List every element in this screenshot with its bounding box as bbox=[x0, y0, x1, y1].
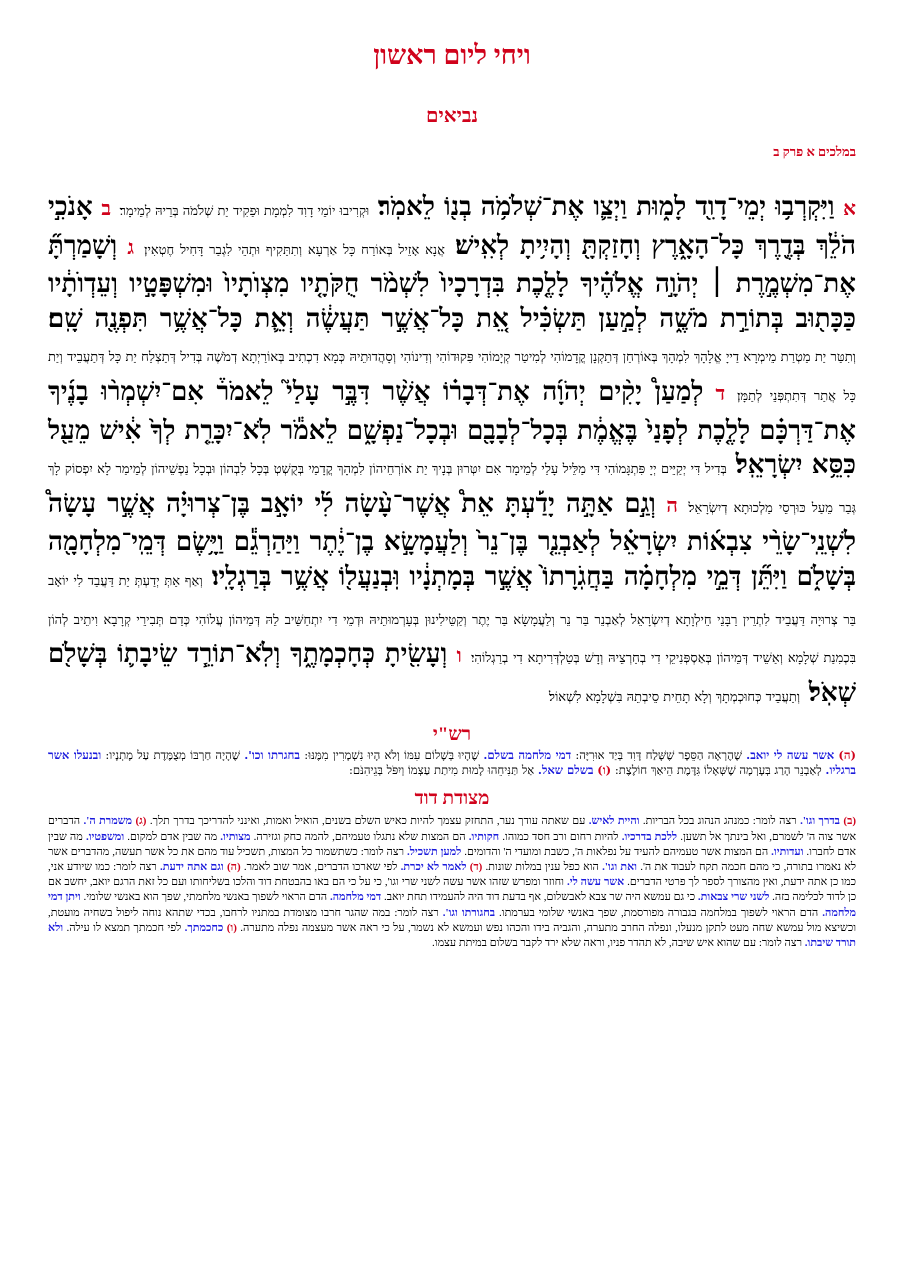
commentary-text: הם המצות שלא נתגלו טעמיהם, להמה כחק וגזירה. bbox=[253, 830, 466, 843]
commentary-text: רצה לומר: כמו שיודע אני, כמו כן אתה ידעת, ואין מהצורך לספר לך פרטי הדברים. bbox=[48, 860, 857, 889]
commentary-text: להיות רחום ורב חסד כמוהו. bbox=[502, 830, 619, 843]
rashi-title: רש"י bbox=[432, 724, 472, 746]
commentary-text: הדם הראוי לשפוך במלחמה בגבורה מפורסמת, שפך באנשי שלומי בערמתו. bbox=[499, 906, 819, 919]
verse-hebrew: וְגַ֣ם אַתָּ֣ה יָדַ֡עְתָּ אֵת֩ אֲשֶׁר־עָ֨שָׂה לִ֜י יוֹאָ֣ב בֶּן־צְרוּיָ֗ה אֲשֶׁ֣ר עָשָׂה֩ לִשְׁנֵֽי־שָׂרֵ֨י צִבְא֜וֹת יִשְׂרָאֵ֗ל לְאַבְנֵ֤ר בֶּן־נֵר֙ וְלַעֲמָשָׂ֣א בֶן־יֶ֔תֶר וַיַּהַרְגֵ֕ם וַיָּ֥שֶׂם דְּמֵֽי־מִלְחָמָ֖ה בְּשָׁלֹ֑ם וַיִּתֵּ֞ן דְּמֵ֣י מִלְחָמָ֗ה בַּחֲגֹֽרָתוֹ֙ אֲשֶׁ֣ר בְּמָתְנָ֔יו וּֽבְנַעֲל֖וֹ אֲשֶׁ֥ר בְּרַגְלָֽיו׃ bbox=[48, 488, 856, 592]
dibbur-hamatchil: אשר עשה לי יואב. bbox=[746, 748, 835, 763]
verse-hebrew: וְשָׁמַרְתָּ֞ אֶת־מִשְׁמֶ֣רֶת ׀ יְהֹוָ֣ה אֱלֹהֶ֗יךָ לָלֶ֤כֶת בִּדְרָכָיו֙ לִשְׁמֹ֨ר חֻקֹּתָ֤יו מִצְוֺתָיו֙ וּמִשְׁפָּטָ֣יו וְעֵדְוֺתָ֔יו כַּכָּת֖וּב בְּתוֹרַ֣ת מֹשֶׁ֑ה לְמַ֣עַן תַּשְׂכִּ֗יל אֵ֚ת כָּל־אֲשֶׁ֣ר תַּעֲשֶׂ֔ה וְאֵ֛ת כָּל־אֲשֶׁ֥ר תִּפְנֶ֖ה שָֽׁם׃ bbox=[48, 230, 856, 334]
verse-targum: אֲנָא אָזֵיל בְּאוֹרַח כָּל אַרְעָא וְתִתַּקִיף וּתְהֵי לִגְבַר דָּחִיל חֶטְאִין׃ bbox=[144, 242, 445, 258]
dibbur-hamatchil: משמרת ה'. bbox=[83, 815, 133, 828]
verse-number: ג bbox=[127, 234, 134, 259]
verse-number: ב bbox=[101, 196, 111, 220]
dibbur-hamatchil: בדרך וגו'. bbox=[800, 815, 840, 828]
commentary-text: מה שבין אדם לחברו. bbox=[48, 830, 857, 858]
dibbur-hamatchil: לשני שרי צבאות. bbox=[697, 891, 770, 904]
commentary-text: לפי חכמתך תמצא לו עילה. bbox=[66, 921, 182, 934]
verse-hebrew: אָנֹכִ֣י הֹלֵ֔ךְ בְּדֶ֖רֶךְ כָּל־הָאָ֑רֶץ וְחָזַקְתָּ֖ וְהָיִ֥יתָ לְאִֽישׁ׃ bbox=[48, 192, 856, 261]
verse-number: ה bbox=[666, 492, 678, 517]
dibbur-hamatchil: אשר עשה לי. bbox=[566, 876, 625, 889]
commentary-verse-number: (ה) bbox=[838, 748, 857, 763]
commentary-verse-number: (ה) bbox=[226, 860, 241, 873]
verse-hebrew: וְעָשִׂ֖יתָ כְּחָכְמָתֶ֑ךָ וְלֹֽא־תוֹרֵ֧ד שֵׂיבָת֛וֹ בְּשָׁלֹ֖ם שְׁאֹֽל׃ bbox=[48, 639, 856, 708]
page-title: ויחי ליום ראשון bbox=[373, 40, 531, 70]
commentary-verse-number: (ב) bbox=[843, 815, 857, 828]
verse-targum: וּקְרִיבוּ יוֹמֵי דָוִד לִמְמָת וּפַקִיד יַת שְׁלֹמֹה בְּרֵיהּ לְמֵימָר׃ bbox=[119, 204, 370, 219]
metsudat-title: מצודת דוד bbox=[414, 788, 490, 810]
verse-number: א bbox=[843, 196, 856, 220]
dibbur-hamatchil: מצותיו. bbox=[220, 830, 251, 843]
dibbur-hamatchil: בשלם שאל. bbox=[537, 763, 594, 778]
commentary-text: שֶׁהֶרְאָה הַסֵּפֶר שֶׁשָּׁלַח דָּוִד בְּיַד אוּרִיָּה: bbox=[575, 748, 742, 763]
commentary-text: שֶׁהָיָה חַרְבּוֹ מְצֻמֶּדֶת עַל מָתְנָיו: bbox=[105, 748, 241, 763]
dibbur-hamatchil: וגם אתה ידעת. bbox=[160, 860, 224, 873]
commentary-text: מה שבין אדם למקום. bbox=[127, 830, 218, 843]
dibbur-hamatchil: ואת וגו'. bbox=[602, 860, 637, 873]
dibbur-hamatchil: בחגרתו וכו'. bbox=[244, 748, 301, 763]
commentary-text: עם שאתה עודך נער, התחזק עצמך להיות כאיש השלם בשנים, הואיל ואמות, ואינני להדריכך בדרך תלך. bbox=[149, 815, 586, 828]
commentary-text: הוא כפל ענין במלות שונות. bbox=[485, 860, 599, 873]
commentary-text: הם המצות אשר טעמיהם להעיד על נפלאות ה', כשבת ומועדי ה' והדומים. bbox=[464, 845, 769, 858]
section-title: נביאים bbox=[426, 105, 478, 127]
dibbur-hamatchil: חקותיו. bbox=[468, 830, 500, 843]
commentary-text: רצה לומר: כמנהג הנהוג בכל הבריות. bbox=[642, 815, 797, 828]
commentary-text: שֶׁהָיוּ בְּשָׁלוֹם עִמּוֹ וְלֹא הָיוּ נִשְׁמָרִין מִמֶּנּוּ: bbox=[304, 748, 480, 763]
commentary-text: רצה לומר: כשתשמור כל המצות, תשכיל עוד מהם את כל אשר תעשה, מהדברים אשר לא נאמרו בתורה, כי מהם חכמה תקח לעבוד את ה'. bbox=[48, 845, 857, 873]
dibbur-hamatchil: דמי מלחמה בשלם. bbox=[483, 748, 572, 763]
commentary-text: וחוזר ומפרש שזהו אשר עשה לשני שרי וגו', כי על כי הם באו בהבטחת דוד והלכו בשליחותו ועם כל זאת הרגם יואב, יחשב אם כן לדוד לכלימה בזה. bbox=[48, 876, 857, 904]
verse-hebrew: וַיִּקְרְב֥וּ יְמֵי־דָוִ֖ד לָמ֑וּת וַיְצַ֛ו אֶת־שְׁלֹמֹ֥ה בְנ֖וֹ לֵאמֹֽר׃ bbox=[377, 192, 835, 222]
commentary-text: לפי שארכו הדברים, אמר שוב לאמר. bbox=[243, 860, 398, 873]
verse-number: ד bbox=[715, 380, 726, 405]
dibbur-hamatchil: ועדותיו. bbox=[771, 845, 804, 858]
dibbur-hamatchil: ולא תורד שיבתו. bbox=[48, 921, 856, 949]
verse-number: ו bbox=[456, 643, 462, 668]
commentary-verse-number: (ג) bbox=[135, 815, 147, 828]
commentary-text: כי גם עמשא היה שר צבא לאבשלום, אף בדעת דוד היה להעמידו תחת יואב. bbox=[384, 891, 696, 904]
dibbur-hamatchil: ללכת בדרכיו. bbox=[621, 830, 678, 843]
dibbur-hamatchil: למען תשכיל. bbox=[407, 845, 462, 858]
verse-targum: וְאַף אַתְּ יְדַעְתְּ יַת דַּעֲבַד לִי יוֹאָב בַּר צְרוּיָה דַּעֲבֵיד לִתְרֵין רַבָּנֵי חֵילְוָתָא דְיִשְׂרָאֵל לְאַבְנֵר בַּר נֵר וְלַעֲמָשָׂא בַּר יֶתֶר וְקַטֵּילִינוּן בְּעָרְמוּתֵיהּ וּדְמֵי דִי יִתְחַשֵּׁיב לֵהּ דְּמֵיהוֹן עֲלוֹהִי כְּדַם תְּבִירֵי קְרָבָא וִיתֵיב לְהוֹן בִּכְמִנַת שְׁלָמָא וְאַשֵׁיד דְּמֵיהוֹן בְּאַסְפְּנִיקֵי דִי בְחַרְצֵיהּ וְדָשׁ בְּטַלְדְּרִיתָא דִי בְרַגְלוֹהִי׃ bbox=[48, 573, 856, 667]
dibbur-hamatchil: ויתן דמי מלחמה. bbox=[48, 891, 857, 919]
chapter-reference: במלכים א פרק ב bbox=[773, 144, 856, 159]
dibbur-hamatchil: דמי מלחמה. bbox=[329, 891, 382, 904]
document-page bbox=[48, 30, 856, 1255]
commentary-text: רצה לומר: עם שהוא איש שיבה, לא תהדר פניו, וראה שלא ירד לקבר בשלום במיתת עצמו. bbox=[432, 936, 803, 949]
commentary-verse-number: (ו) bbox=[597, 763, 612, 778]
commentary-text: הדברים אשר צוה ה' לשמרם, ואל בינתך אל תשען. bbox=[48, 815, 857, 843]
commentary-verse-number: (ו) bbox=[226, 921, 237, 934]
verse-targum: וְתִטַּר יַת מַטְרַת מֵימְרָא דַייָ אֱלָהָךְ לִמְהָךְ בְּאוֹרְחַן דְּתַקְנָן קֳדָמוֹהִי לְמִיטַר קְיָמוֹהִי פִּקוּדוֹהִי וְדִינוֹהִי וְסָהֲדוּתֵיהּ כְּמָא דִכְתִיב בְּאוֹרַיְתָא דְמֹשֶׁה בְּדִיל דְּתַצְלַח יַת כָּל דְּתַעֲבֵיד וְיַת כָּל אֲתַר דְּתִתְפְּנֵי לְתַמָּן׃ bbox=[48, 350, 856, 404]
dibbur-hamatchil: לאמר לא יכרת. bbox=[400, 860, 467, 873]
metsudat-commentary bbox=[48, 814, 856, 951]
dibbur-hamatchil: ובנעלו אשר ברגליו. bbox=[48, 748, 856, 778]
rashi-commentary bbox=[48, 748, 856, 778]
commentary-text: אַל תַּנִּיחֵהוּ לָמוּת מִיתַת עַצְמוֹ וְיִפֹּל בְּגֵיהִנֹּם: bbox=[348, 763, 535, 778]
dibbur-hamatchil: והיית לאיש. bbox=[588, 815, 640, 828]
verses-block bbox=[48, 190, 856, 714]
commentary-text: לְאַבְנֵר הָרַג בְּעָרְמָה שֶׁשְּׁאָלוֹ גִּדֶּמֶת הֵיאַךְ חוֹלֶצֶת: bbox=[614, 763, 822, 778]
verse-hebrew: לְמַעַן֩ יָקִ֨ים יְהֹוָ֜ה אֶת־דְּבָר֗וֹ אֲשֶׁ֨ר דִּבֶּ֣ר עָלַי֮ לֵאמֹר֒ אִם־יִשְׁמְר֨וּ בָנֶ֜יךָ אֶת־דַּרְכָּ֗ם לָלֶ֤כֶת לְפָנַי֙ בֶּאֱמֶ֔ת בְּכָל־לְבָבָ֖ם וּבְכָל־נַפְשָׁ֑ם לֵאמֹ֕ר לֹֽא־יִכָּרֵ֤ת לְךָ֙ אִ֔ישׁ מֵעַ֖ל כִּסֵּ֥א יִשְׂרָאֵֽל׃ bbox=[48, 376, 856, 481]
commentary-text: הדם הראוי לשפוך באנשי מלחמתי, שפך הוא באנשי שלומי. bbox=[83, 891, 328, 904]
commentary-text: רצה לומר: במה שהגר חרבו מצומדת במתניו לרחבו, בכדי שתהא נוחה ליפול בשחיה מועטת, וכשיצא מול עמשא שחה מעט לתקן מנעלו, ונפלה החרב מתערה, והגביה בידו והכהו נפש ועמשא לא נשמר, על כי ראה אשר מעצמה נפלה מתערה. bbox=[48, 906, 857, 934]
dibbur-hamatchil: ומשפטיו. bbox=[85, 830, 125, 843]
commentary-verse-number: (ד) bbox=[469, 860, 483, 873]
verse-targum: וְתַעֲבֵיד כְּחוּכְמְתָךְ וְלָא תָחֵית סֵיבְתֵהּ בִּשְׁלָמָא לִשְׁאוֹל׃ bbox=[548, 689, 801, 705]
verse-targum: בְּדִיל דִּי יְקַיֵּים יְיָ פִּתְגָּמוֹהִי דִּי מַלֵּיל עָלַי לְמֵימָר אִם יִטְּרוּן בְּנָיךְ יַת אוֹרְחֵיהוֹן לִמְהָךְ קֳדָמַי בְּקֻשְׁטְ בְּכָל לִבְהוֹן וּבְכָל נַפְשֵׁיהוֹן לְמֵימַר לָא יִפְסוֹק לָךְ גְּבַר מֵעַל כּוּרְסֵי מַלְכוּתָא דְיִשְׂרָאֵל׃ bbox=[48, 462, 856, 516]
dibbur-hamatchil: כחכמתך. bbox=[184, 921, 224, 934]
dibbur-hamatchil: בחגורתו וגו'. bbox=[442, 906, 496, 919]
